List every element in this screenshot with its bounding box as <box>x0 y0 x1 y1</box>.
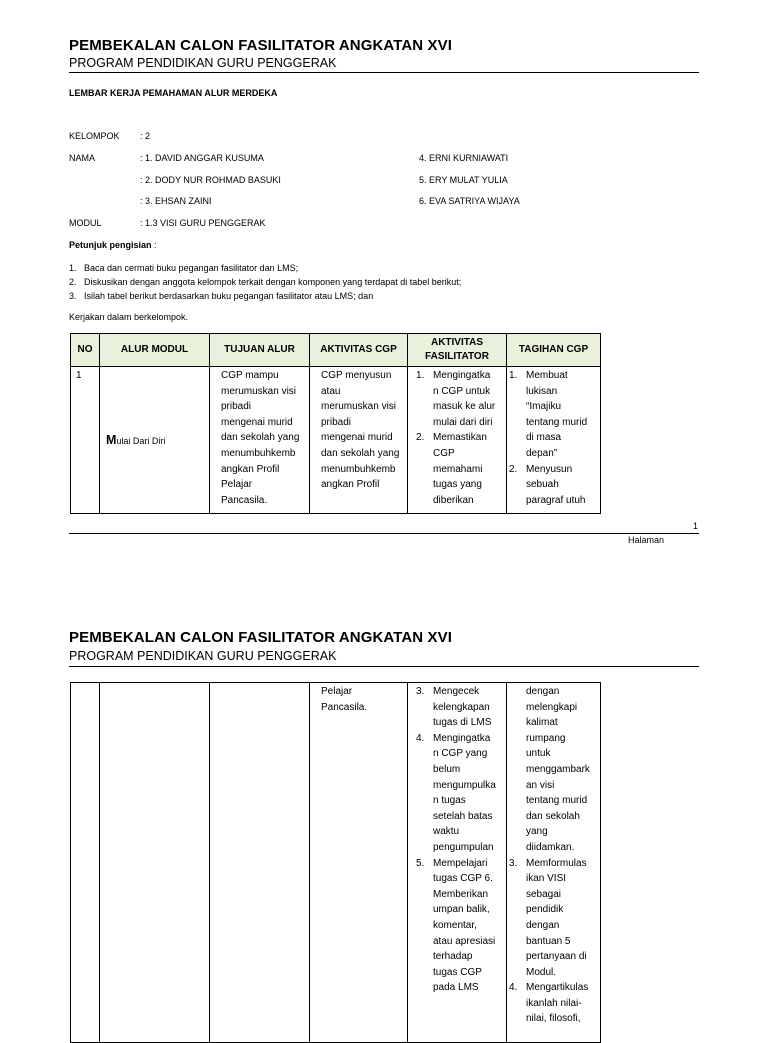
page1-header-rule <box>69 72 699 73</box>
list-line: pengumpulan <box>433 841 494 853</box>
table-row <box>71 683 601 1043</box>
list-line: tugas yang <box>433 479 482 491</box>
table-row <box>71 367 601 514</box>
list-item <box>416 856 504 996</box>
list-line: masuk ke alur <box>433 401 496 413</box>
tujuan-line: menumbuhkemb <box>221 447 296 459</box>
aktivitas-line: pribadi <box>321 416 352 428</box>
list-line: n CGP untuk <box>433 385 491 397</box>
list-number: 1. <box>509 370 518 381</box>
list-line: tugas CGP <box>433 966 482 978</box>
list-line: diberikan <box>433 494 474 506</box>
tujuan-line: Pelajar <box>221 479 253 491</box>
instruction-item-2: 2. Diskusikan dengan anggota kelompok terkait dengan komponen yang terdapat di tabel berikut; <box>69 277 462 287</box>
page2-header-subtitle: PROGRAM PENDIDIKAN GURU PENGGERAK <box>69 649 337 663</box>
list-item <box>509 462 598 509</box>
aktivitas-line: dan sekolah yang <box>321 447 400 459</box>
list-line: “Imajiku <box>526 401 562 413</box>
list-line: tentang murid <box>526 416 588 428</box>
cell-no-continued <box>71 683 100 1043</box>
list-line: lukisan <box>526 385 558 397</box>
list-text <box>526 368 598 462</box>
header-aktivitas-cgp: AKTIVITAS CGP <box>310 334 408 367</box>
list-item <box>509 368 598 462</box>
list-line: tentang murid <box>526 795 588 807</box>
list-line: dengan <box>526 919 560 931</box>
tujuan-line: dan sekolah yang <box>221 432 300 444</box>
list-line: Memformulas <box>526 857 587 869</box>
list-text <box>526 684 598 856</box>
list-text <box>433 368 504 430</box>
list-line: paragraf utuh <box>526 494 586 506</box>
tujuan-line: Pancasila. <box>221 494 268 506</box>
aktivitas-line: mengenai murid <box>321 432 393 444</box>
aktivitas-line: menumbuhkemb <box>321 463 396 475</box>
tujuan-line: merumuskan visi <box>221 385 297 397</box>
aktivitas-line: angkan Profil <box>321 479 380 491</box>
instructions-note: Kerjakan dalam berkelompok. <box>69 312 189 322</box>
table-header-row <box>71 334 601 367</box>
list-line: yang <box>526 826 548 838</box>
list-line: pada LMS <box>433 982 479 994</box>
instructions-heading-colon: : <box>151 240 157 250</box>
list-item <box>416 368 504 430</box>
list-text <box>433 731 504 856</box>
cell-tagihan-cgp-continued <box>509 684 598 1027</box>
list-line: waktu <box>433 826 460 838</box>
nama-label: NAMA <box>69 153 96 163</box>
aktivitas-line: Pancasila. <box>321 701 368 713</box>
list-line: kalimat <box>526 717 558 729</box>
aktivitas-line: Pelajar <box>321 686 353 697</box>
alur-table-page2 <box>70 682 601 1043</box>
list-line: mengumpulka <box>433 779 496 791</box>
aktivitas-line: merumuskan visi <box>321 401 397 413</box>
list-item <box>509 684 598 856</box>
instruction-item-3: 3. Isilah tabel berikut berdasarkan buku pegangan fasilitator atau LMS; dan <box>69 291 374 301</box>
list-number: 4. <box>416 732 425 744</box>
list-item <box>416 684 504 731</box>
list-text <box>433 684 504 731</box>
list-item <box>509 856 598 981</box>
list-text <box>526 462 598 509</box>
member-1: : 1. DAVID ANGGAR KUSUMA <box>140 153 264 163</box>
list-line: rumpang <box>526 732 566 744</box>
list-line: di masa <box>526 432 562 444</box>
list-line: komentar, <box>433 919 477 931</box>
list-line: tugas CGP 6. <box>433 873 493 885</box>
footer-rule <box>69 533 699 534</box>
list-line: pertanyaan di <box>526 951 587 963</box>
aktivitas-line: CGP menyusun <box>321 370 392 381</box>
list-line: diidamkan. <box>526 841 575 853</box>
member-5: 5. ERY MULAT YULIA <box>419 175 508 185</box>
list-line: umpan balik, <box>433 904 490 916</box>
modul-label: MODUL <box>69 218 102 228</box>
list-line: sebagai <box>526 888 562 900</box>
kelompok-value: : 2 <box>140 131 151 141</box>
aktivitas-line: atau <box>321 385 341 397</box>
cell-alur-modul <box>100 433 209 447</box>
list-line: Mengingatka <box>433 732 491 744</box>
page-label: Halaman <box>628 535 665 545</box>
cell-no: 1 <box>76 370 82 381</box>
list-number: 2. <box>509 463 518 475</box>
list-line: memahami <box>433 463 483 475</box>
header-tagihan-cgp: TAGIHAN CGP <box>507 334 601 367</box>
list-number: 3. <box>416 686 425 697</box>
list-number <box>509 684 526 856</box>
cell-aktivitas-fasilitator-continued <box>416 684 504 996</box>
list-line: menggambark <box>526 763 590 775</box>
member-3: : 3. EHSAN ZAINI <box>140 196 212 206</box>
list-line: kelengkapan <box>433 701 490 713</box>
list-number: 2. <box>416 432 425 444</box>
alur-rest: ulai Dari Diri <box>116 436 166 446</box>
tujuan-line: pribadi <box>221 401 252 413</box>
list-line: ikan VISI <box>526 873 567 885</box>
page2-header-rule <box>69 666 699 667</box>
list-line: an visi <box>526 779 555 791</box>
list-line: Mengartikulas <box>526 982 589 994</box>
list-line: Mengingatka <box>433 370 491 381</box>
list-line: tugas di LMS <box>433 717 492 729</box>
kelompok-label: KELOMPOK <box>69 131 120 141</box>
header-tujuan-alur: TUJUAN ALUR <box>210 334 310 367</box>
list-number: 1. <box>416 370 425 381</box>
cell-tagihan-cgp <box>509 368 598 508</box>
list-line: Membuat <box>526 370 568 381</box>
cell-tujuan-alur <box>210 367 309 508</box>
list-line: dan sekolah <box>526 810 580 822</box>
list-line: Memberikan <box>433 888 489 900</box>
tujuan-line: mengenai murid <box>221 416 293 428</box>
instruction-item-1: 1. Baca dan cermati buku pegangan fasilitator dan LMS; <box>69 263 299 273</box>
header-aktivitas-fasilitator: AKTIVITAS FASILITATOR <box>408 334 507 367</box>
list-line: Memastikan <box>433 432 487 444</box>
alur-table-page1 <box>70 333 601 514</box>
list-line: bantuan 5 <box>526 935 571 947</box>
header-no: NO <box>71 334 100 367</box>
list-line: ikanlah nilai- <box>526 997 582 1009</box>
list-line: Menyusun <box>526 463 573 475</box>
list-line: nilai, filosofi, <box>526 1013 581 1025</box>
member-4: 4. ERNI KURNIAWATI <box>419 153 509 163</box>
list-number: 4. <box>509 982 518 994</box>
list-line: Mempelajari <box>433 857 488 869</box>
instructions-heading <box>69 239 157 251</box>
list-text <box>433 856 504 996</box>
page-number: 1 <box>693 521 699 531</box>
page1-header-title: PEMBEKALAN CALON FASILITATOR ANGKATAN XVI <box>69 37 452 54</box>
list-item <box>416 430 504 508</box>
list-line: untuk <box>526 748 551 760</box>
modul-value: : 1.3 VISI GURU PENGGERAK <box>140 218 266 228</box>
list-line: belum <box>433 763 461 775</box>
list-item <box>509 980 598 1027</box>
member-2: : 2. DODY NUR ROHMAD BASUKI <box>140 175 281 185</box>
tujuan-line: angkan Profil <box>221 463 280 475</box>
document-title: LEMBAR KERJA PEMAHAMAN ALUR MERDEKA <box>69 88 278 98</box>
list-line: n tugas <box>433 795 466 807</box>
list-line: terhadap <box>433 951 473 963</box>
cell-aktivitas-cgp-continued <box>310 683 407 715</box>
instructions-heading-text: Petunjuk pengisian <box>69 240 152 250</box>
cell-aktivitas-cgp <box>310 367 407 493</box>
list-line: melengkapi <box>526 701 578 713</box>
header-alur-modul: ALUR MODUL <box>100 334 210 367</box>
cell-aktivitas-fasilitator <box>416 368 504 508</box>
page2-header-title: PEMBEKALAN CALON FASILITATOR ANGKATAN XVI <box>69 629 452 646</box>
cell-tujuan-alur-continued <box>210 683 310 1043</box>
tujuan-line: CGP mampu <box>221 370 279 381</box>
list-text <box>526 856 598 981</box>
list-line: dengan <box>526 686 560 697</box>
list-text <box>526 980 598 1027</box>
list-text <box>433 430 504 508</box>
cell-alur-modul-continued <box>100 683 210 1043</box>
list-line: CGP <box>433 447 455 459</box>
page1-header-subtitle: PROGRAM PENDIDIKAN GURU PENGGERAK <box>69 56 337 70</box>
list-line: Mengecek <box>433 686 480 697</box>
list-line: pendidik <box>526 904 564 916</box>
list-line: sebuah <box>526 479 559 491</box>
list-line: atau apresiasi <box>433 935 496 947</box>
list-item <box>416 731 504 856</box>
list-line: setelah batas <box>433 810 493 822</box>
alur-initial: M <box>106 433 117 447</box>
list-line: Modul. <box>526 966 557 978</box>
list-line: n CGP yang <box>433 748 488 760</box>
list-line: depan” <box>526 447 558 459</box>
list-number: 5. <box>416 857 425 869</box>
list-line: mulai dari diri <box>433 416 493 428</box>
member-6: 6. EVA SATRIYA WIJAYA <box>419 196 520 206</box>
list-number: 3. <box>509 857 518 869</box>
